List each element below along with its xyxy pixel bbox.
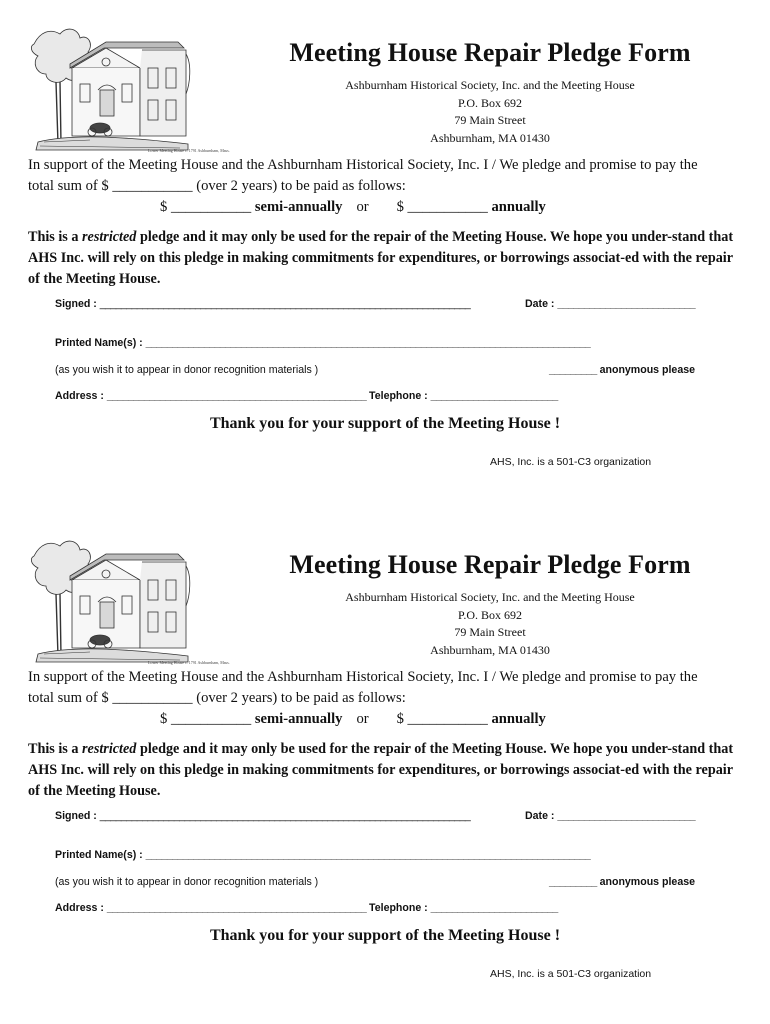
semi-annual-amount-field[interactable]: $ ___________ [160,711,255,727]
annual-label: annually [491,199,546,215]
restricted-notice [28,227,748,290]
anonymous-field[interactable]: _________ [549,364,597,376]
date-field[interactable]: __________________________ [557,298,695,310]
printed-name-label: Printed Name(s) : [55,337,146,349]
signed-field[interactable]: ______________________________________________________________________ [99,810,471,822]
intro-line-1: In support of the Meeting House and the Ashburnham Historical Society, Inc. I / We pledge and promise to pay the [28,157,698,173]
donor-note-row [55,364,695,376]
restricted-notice [28,739,748,802]
semi-annual-label: semi-annually [254,199,343,215]
intro-line-2[interactable]: total sum of $ ___________ (over 2 years) to be paid as follows: [28,178,406,194]
address-line-org: Ashburnham Historical Society, Inc. and the Meeting House [345,590,635,604]
org-status-note: AHS, Inc. is a 501-C3 organization [490,456,652,468]
printed-name-row [55,337,695,349]
signature-row [55,810,695,822]
semi-annual-label: semi-annually [254,711,343,727]
signature-row [55,298,695,310]
address-row [55,902,695,914]
address-line-city: Ashburnham, MA 01430 [430,130,550,145]
printed-name-field[interactable]: ____________________________________________________________________________________ [145,337,591,349]
payment-options [28,709,748,730]
anonymous-label: anonymous please [596,876,695,888]
restricted-post: pledge and it may only be used for the repair of the Meeting House. We hope you under-stand that AHS Inc. will rely on this pledge in making commitments for expenditures, or borrowings associat-ed with the repair of the Meeting House. [28,229,734,287]
donor-note: (as you wish it to appear in donor recognition materials ) [55,364,319,376]
thank-you-text: Thank you for your support of the Meeting House ! [209,415,561,432]
organization-address [300,77,680,147]
meeting-house-sketch [30,24,230,162]
pledge-form-bottom [0,512,770,1024]
restricted-word: restricted [82,229,137,245]
address-line-pobox: P.O. Box 692 [457,607,522,622]
address-row [55,390,695,402]
date-label: Date : [525,810,558,822]
address-line-pobox: P.O. Box 692 [457,95,522,110]
anonymous-field[interactable]: _________ [549,876,597,888]
telephone-field[interactable]: ________________________ [430,902,558,914]
printed-name-field[interactable]: ____________________________________________________________________________________ [145,849,591,861]
restricted-word: restricted [82,741,137,757]
address-line-org: Ashburnham Historical Society, Inc. and the Meeting House [345,78,635,92]
address-label: Address : [55,390,107,402]
address-line-street: 79 Main Street [454,625,526,639]
anonymous-label: anonymous please [596,364,695,376]
address-line-street: 79 Main Street [454,113,526,127]
meeting-house-drawing-icon [30,24,230,162]
telephone-field[interactable]: ________________________ [430,390,558,402]
sketch-caption: Lower Meeting House c. 1791 Ashburnham, Mass. [148,148,230,153]
address-line-city: Ashburnham, MA 01430 [430,642,550,657]
org-status-note: AHS, Inc. is a 501-C3 organization [490,968,652,980]
date-field[interactable]: __________________________ [557,810,695,822]
restricted-pre: This is a [28,741,83,757]
address-label: Address : [55,902,107,914]
sketch-caption: Lower Meeting House c. 1791 Ashburnham, Mass. [148,660,230,665]
form-title: Meeting House Repair Pledge Form [289,550,691,579]
restricted-pre: This is a [28,229,83,245]
signed-label: Signed : [55,810,100,822]
signed-label: Signed : [55,298,100,310]
organization-address [300,589,680,659]
intro-line-2[interactable]: total sum of $ ___________ (over 2 years) to be paid as follows: [28,690,406,706]
signed-field[interactable]: ______________________________________________________________________ [99,298,471,310]
payment-options [28,197,748,218]
annual-amount-field[interactable]: $ ___________ [396,199,492,215]
donor-note: (as you wish it to appear in donor recognition materials ) [55,876,319,888]
or-text: or [356,199,369,215]
date-label: Date : [525,298,558,310]
or-text: or [356,711,369,727]
semi-annual-amount-field[interactable]: $ ___________ [160,199,255,215]
annual-label: annually [491,711,546,727]
printed-name-label: Printed Name(s) : [55,849,146,861]
address-field[interactable]: _________________________________________________ [106,902,367,914]
donor-note-row [55,876,695,888]
printed-name-row [55,849,695,861]
meeting-house-sketch [30,536,230,674]
telephone-label: Telephone : [366,390,431,402]
thank-you-text: Thank you for your support of the Meeting House ! [209,927,561,944]
form-title: Meeting House Repair Pledge Form [289,38,691,67]
intro-line-1: In support of the Meeting House and the Ashburnham Historical Society, Inc. I / We pledge and promise to pay the [28,669,698,685]
pledge-intro [28,155,748,218]
telephone-label: Telephone : [366,902,431,914]
annual-amount-field[interactable]: $ ___________ [396,711,492,727]
restricted-post: pledge and it may only be used for the repair of the Meeting House. We hope you under-stand that AHS Inc. will rely on this pledge in making commitments for expenditures, or borrowings associat-ed with the repair of the Meeting House. [28,741,734,799]
pledge-intro [28,667,748,730]
meeting-house-drawing-icon [30,536,230,674]
address-field[interactable]: _________________________________________________ [106,390,367,402]
